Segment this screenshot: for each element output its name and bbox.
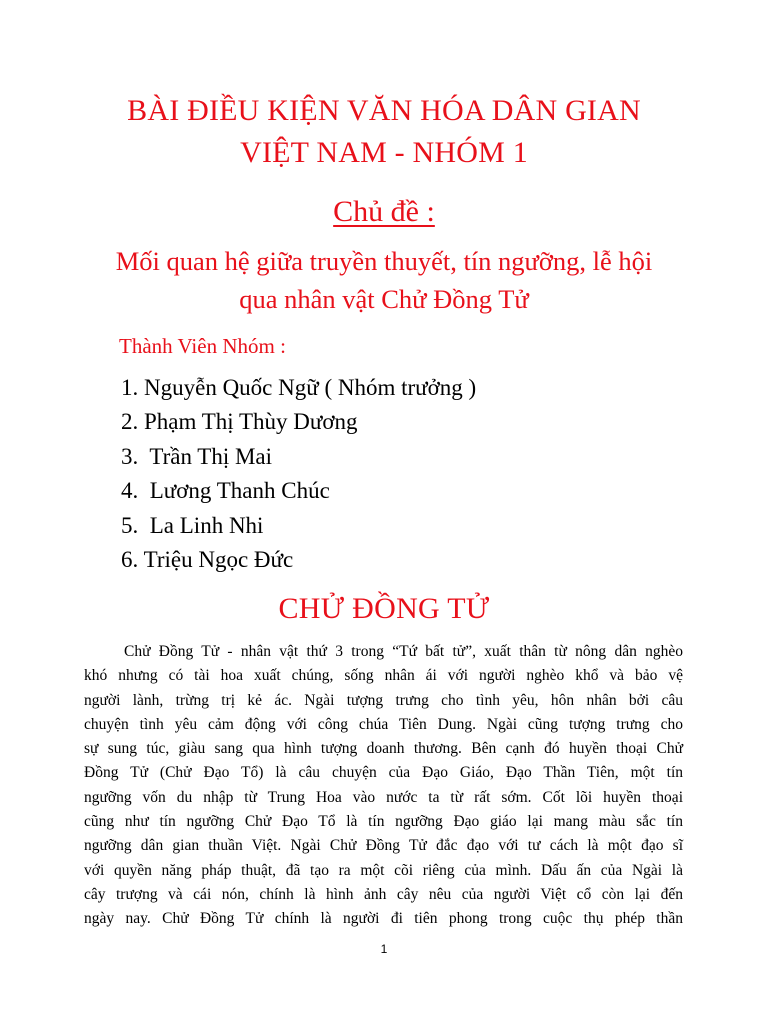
paragraph-line: ngưỡng vốn du nhập từ Trung Hoa vào nước ta từ rất sớm. Cốt lõi huyền thoại: [84, 788, 683, 806]
members-list: [121, 371, 476, 577]
paragraph-line: Đồng Tử (Chử Đạo Tổ) là câu chuyện của Đạo Giáo, Đạo Thần Tiên, một tín: [84, 764, 683, 782]
paragraph-line: chuyện tình yêu cảm động với công chúa Tiên Dung. Ngài cũng tượng trưng cho: [84, 715, 683, 733]
topic-line-1: Mối quan hệ giữa truyền thuyết, tín ngưỡng, lễ hội: [115, 246, 653, 276]
member-item: 5. La Linh Nhi: [121, 512, 264, 538]
paragraph-line: người lành, trừng trị kẻ ác. Ngài tượng trưng cho tình yêu, hôn nhân bởi câu: [84, 691, 683, 709]
title-line-2: VIỆT NAM - NHÓM 1: [240, 136, 528, 169]
member-item: 1. Nguyễn Quốc Ngữ ( Nhóm trưởng ): [121, 375, 477, 400]
title-line-1: BÀI ĐIỀU KIỆN VĂN HÓA DÂN GIAN: [127, 94, 641, 127]
paragraph-line: khó nhưng có tài hoa xuất chúng, sống nhân ái với người nghèo khổ và bảo vệ: [84, 667, 683, 685]
topic-label: Chủ đề :: [333, 195, 435, 228]
paragraph-line: với quyền năng pháp thuật, đã tạo ra một cõi riêng của mình. Dấu ấn của Ngài là: [84, 861, 683, 879]
paragraph-line: sự sung túc, giàu sang qua hình tượng doanh thương. Bên cạnh đó huyền thoại Chử: [84, 740, 683, 758]
paragraph-line: ngày nay. Chử Đồng Tử chính là người đi tiên phong trong cuộc thụ phép thần: [84, 910, 683, 928]
body-paragraph: [84, 640, 683, 932]
member-item: 6. Triệu Ngọc Đức: [121, 546, 294, 572]
section-title: CHỬ ĐỒNG TỬ: [278, 592, 490, 625]
document-title: [0, 90, 768, 174]
paragraph-line: cũng như tín ngưỡng Chử Đạo Tổ là tín ngưỡng Đạo giáo lại mang màu sắc tín: [84, 813, 683, 831]
members-label: Thành Viên Nhóm :: [119, 334, 286, 358]
member-item: 4. Lương Thanh Chúc: [121, 478, 330, 504]
member-item: 2. Phạm Thị Thùy Dương: [121, 409, 358, 435]
paragraph-line: ngưỡng dân gian thuần Việt. Ngài Chử Đồng Tử đắc đạo với tư cách là một đạo sĩ: [84, 837, 683, 855]
topic-text: [0, 242, 768, 318]
paragraph-line: Chử Đồng Tử - nhân vật thứ 3 trong “Tứ bất tử”, xuất thân từ nông dân nghèo: [124, 643, 683, 660]
paragraph-line: cây trượng và cái nón, chính là hình ảnh cây nêu của người Việt cổ còn lại đến: [84, 885, 683, 903]
member-item: 3. Trần Thị Mai: [121, 443, 273, 469]
page-number: 1: [380, 942, 388, 956]
topic-line-2: qua nhân vật Chử Đồng Tử: [239, 284, 529, 314]
